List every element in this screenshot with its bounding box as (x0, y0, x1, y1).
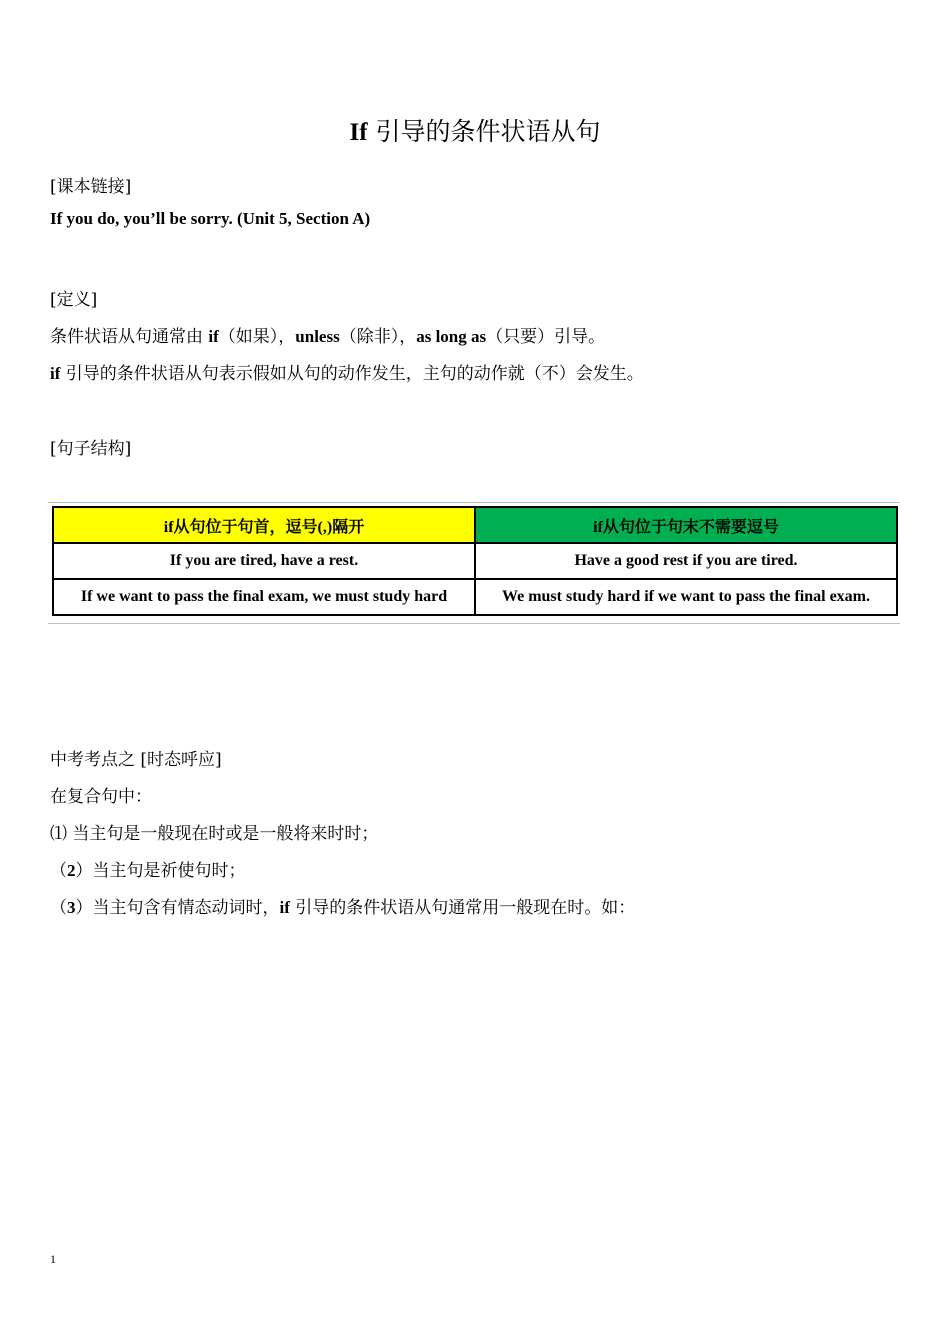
section-textbook-link: [课本链接] (50, 177, 132, 197)
table-header-row (53, 507, 897, 543)
sheet-gridline-bottom (48, 623, 900, 624)
item3-text-a: ）当主句含有情态动词时， (75, 898, 280, 918)
definition-line-1 (50, 322, 605, 347)
table-cell: Have a good rest if you are tired. (475, 543, 897, 579)
list-item-1: ⑴ 当主句是一般现在时或是一般将来时时； (50, 824, 379, 844)
table-cell: We must study hard if we want to pass the final exam. (475, 579, 897, 615)
def1-unless: unless (295, 327, 340, 346)
section-structure: [句子结构] (50, 439, 132, 459)
structure-table (52, 506, 898, 616)
title-bold: If (349, 119, 368, 146)
def1-text-b: （如果）， (218, 327, 296, 347)
item2-number: 2 (67, 861, 76, 880)
def1-text-a: 条件状语从句通常由 (50, 327, 209, 347)
def2-text: 引导的条件状语从句表示假如从句的动作发生，主句的动作就（不）会发生。 (60, 364, 644, 384)
item3-open: （ (50, 898, 67, 918)
table-row (53, 543, 897, 579)
item3-number: 3 (67, 898, 76, 917)
table-cell: If you are tired, have a rest. (53, 543, 475, 579)
def2-if: if (50, 364, 61, 383)
sheet-gridline-top (48, 502, 900, 503)
item2-open: （ (50, 861, 67, 881)
compound-sentence-intro: 在复合句中： (50, 787, 152, 807)
item3-text-b: 引导的条件状语从句通常用一般现在时。如： (289, 898, 636, 918)
page-number: 1 (50, 1252, 56, 1266)
title-rest: 引导的条件状语从句 (367, 117, 601, 146)
def1-as-long-as: as long as (416, 327, 487, 346)
table-row (53, 579, 897, 615)
exam-point-heading: 中考考点之 [时态呼应] (50, 750, 222, 770)
list-item-2 (50, 856, 246, 881)
item3-if: if (279, 898, 290, 917)
def1-text-c: （除非）， (339, 327, 417, 347)
def1-if: if (208, 327, 219, 346)
definition-line-2 (50, 359, 644, 384)
item2-text: ）当主句是祈使句时； (75, 861, 246, 881)
list-item-3 (50, 893, 635, 918)
example-sentence: If you do, you’ll be sorry. (Unit 5, Section A) (50, 209, 371, 228)
page-title (0, 112, 950, 148)
def1-text-d: （只要）引导。 (486, 327, 606, 347)
section-definition: [定义] (50, 290, 98, 310)
header-if-last: if从句位于句末不需要逗号 (475, 507, 897, 543)
table-cell: If we want to pass the final exam, we must study hard (53, 579, 475, 615)
header-if-first: if从句位于句首，逗号(,)隔开 (53, 507, 475, 543)
